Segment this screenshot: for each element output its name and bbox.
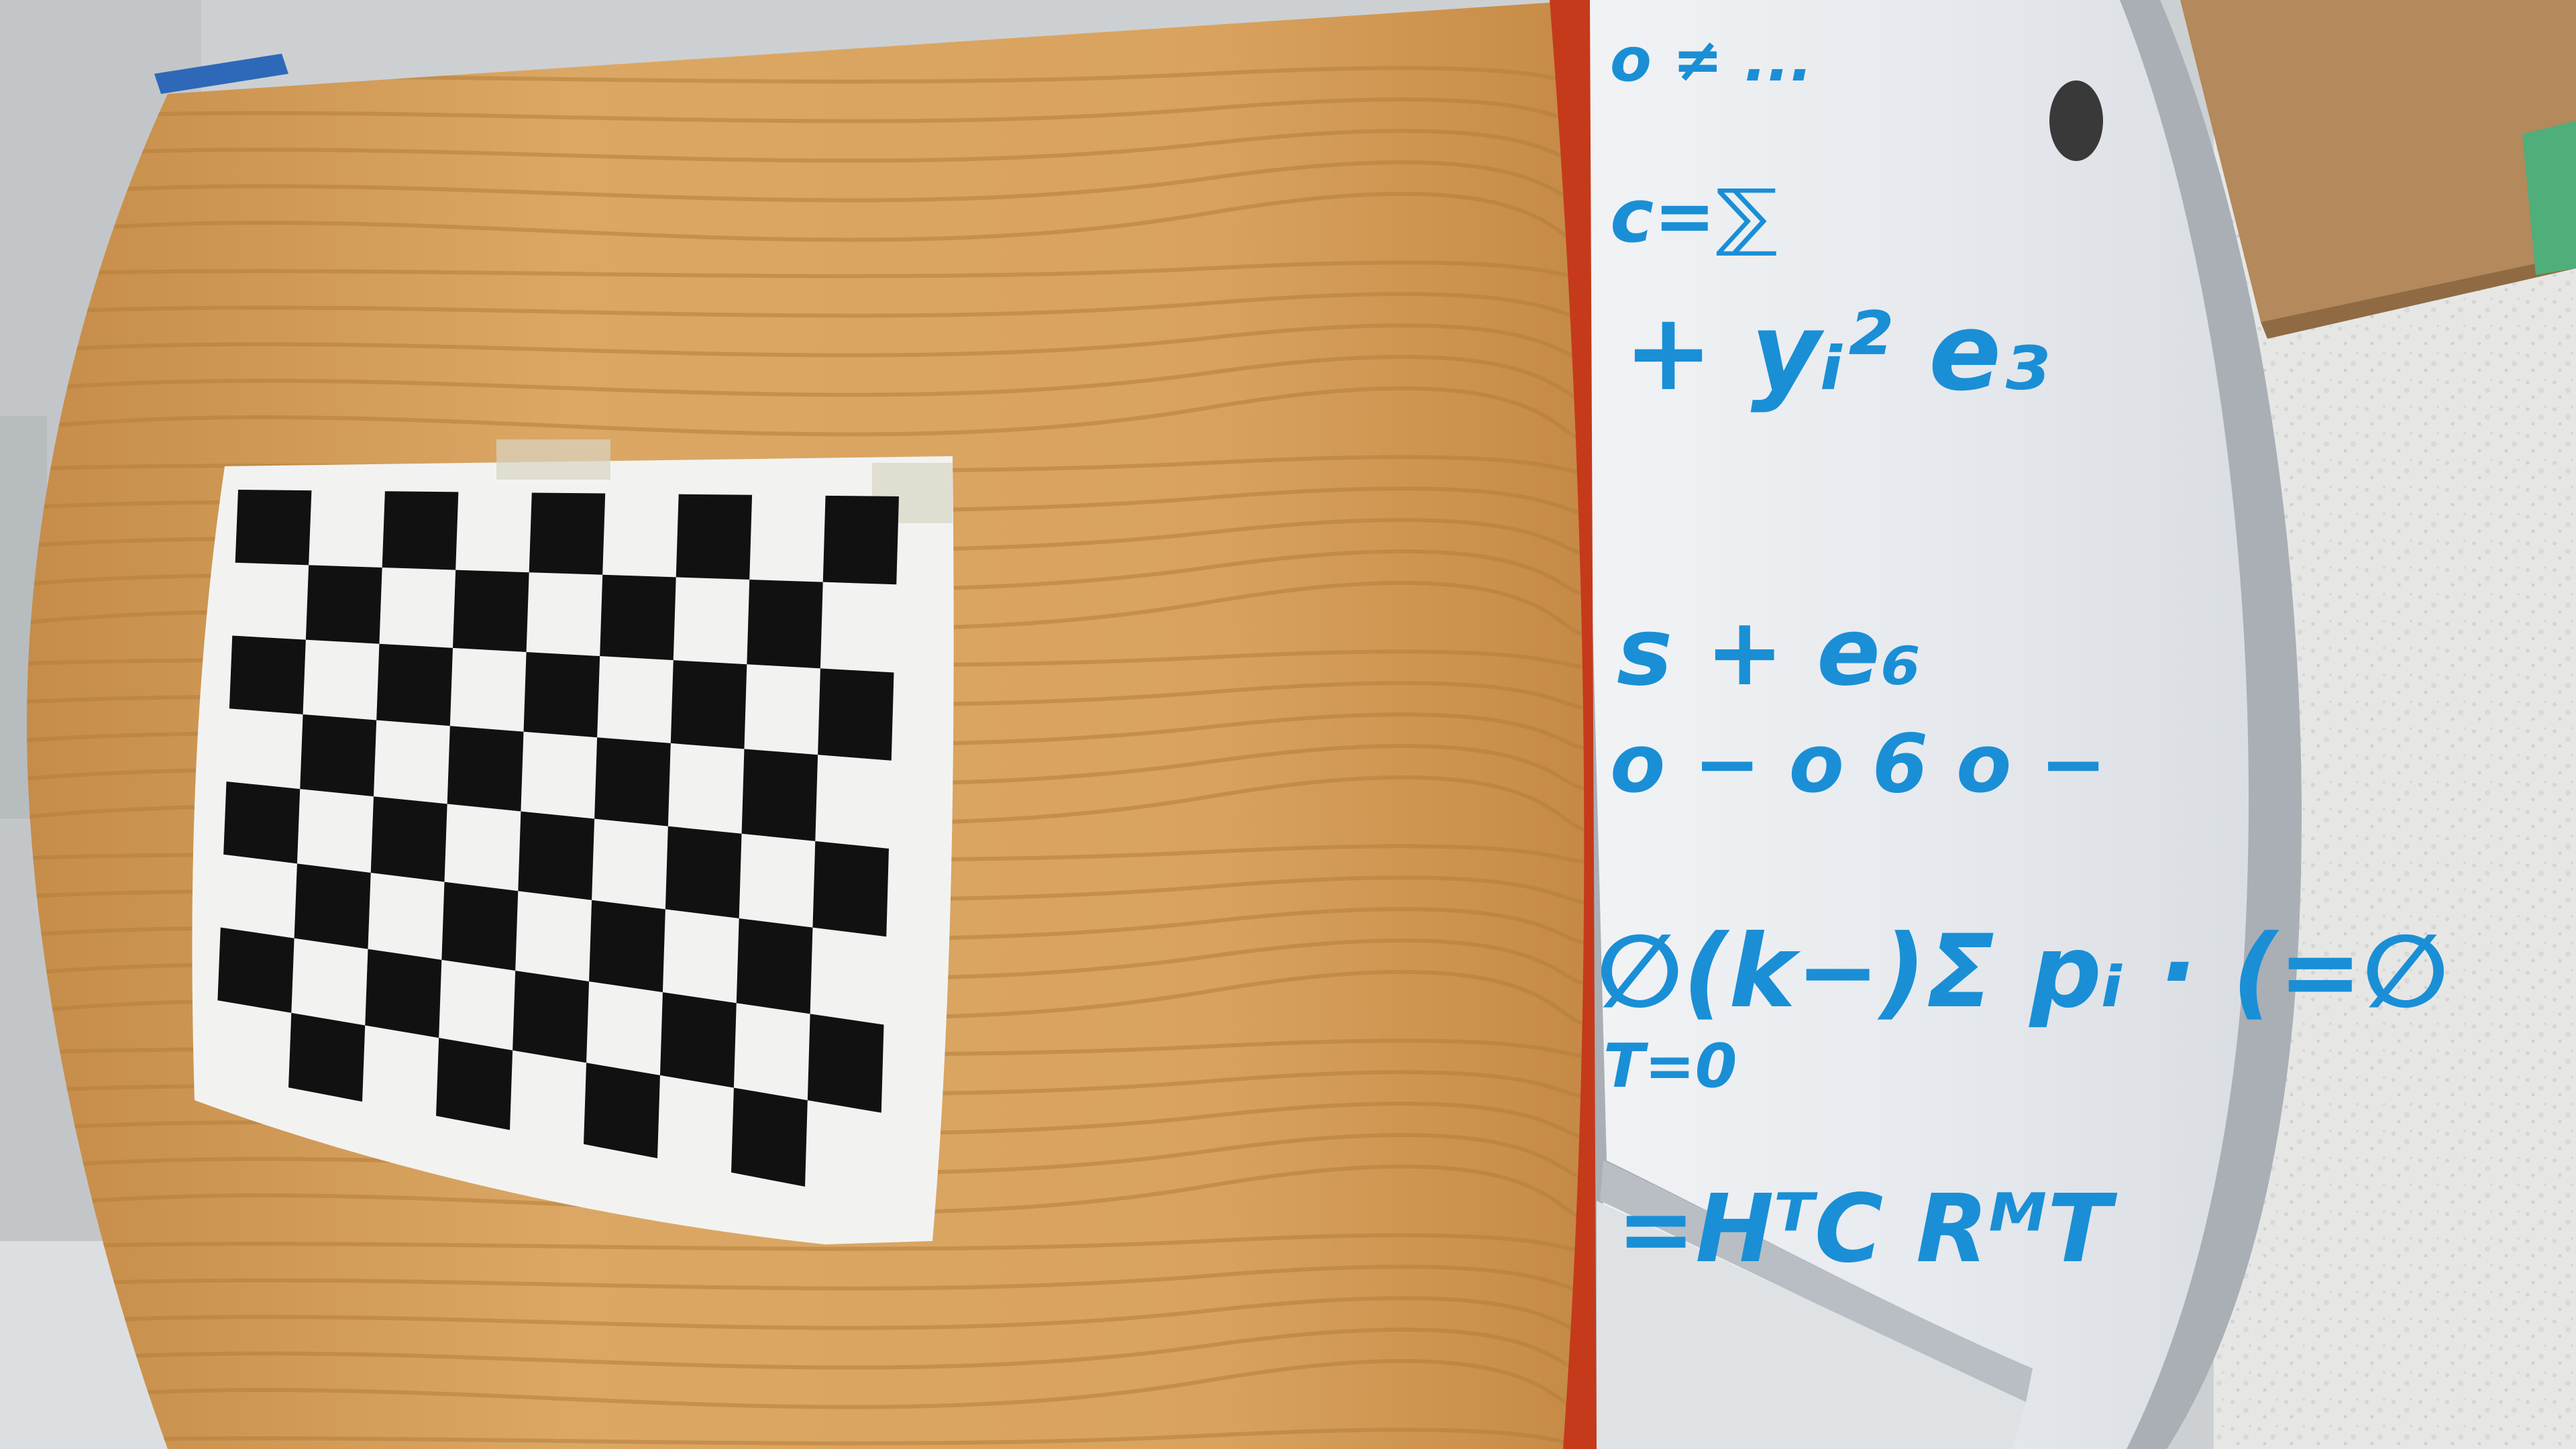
checker-square (441, 882, 518, 971)
checker-square (523, 652, 600, 737)
checker-square (747, 580, 822, 668)
checker-square (671, 660, 747, 749)
checker-square (513, 971, 589, 1063)
checker-square (300, 714, 376, 796)
checker-square (223, 782, 300, 863)
whiteboard-formula-line: ∅(k−)Σ pᵢ · (=∅ (1597, 914, 2449, 1030)
whiteboard-formula-line: o ≠ ... (1610, 25, 1813, 95)
whiteboard-formula-line: o − o 6 o − (1610, 718, 2107, 811)
whiteboard-formula-line: c=⅀ (1610, 173, 1778, 259)
checker-square (742, 749, 818, 841)
eraser-smudge (2049, 80, 2103, 161)
checker-square (306, 565, 382, 643)
tape-piece (496, 439, 610, 480)
whiteboard-formula-line: T=0 (1603, 1031, 1737, 1102)
checker-square (217, 928, 294, 1013)
whiteboard-formula-line: s + e₆ (1617, 598, 1922, 707)
checker-square (288, 1013, 365, 1102)
checker-square (294, 863, 371, 949)
checker-square (235, 490, 312, 565)
checker-square (665, 826, 742, 918)
checker-square (529, 492, 606, 574)
checker-square (589, 900, 665, 992)
checker-square (436, 1038, 513, 1130)
checker-square (229, 636, 306, 714)
checker-square (447, 726, 524, 811)
checker-square (731, 1088, 808, 1187)
checker-square (660, 992, 737, 1087)
whiteboard-formula-line: + yᵢ² e₃ (1623, 289, 2049, 415)
checker-square (818, 668, 894, 760)
checker-square (453, 570, 529, 652)
checker-square (600, 575, 676, 660)
checker-square (594, 737, 671, 826)
checker-square (518, 811, 594, 900)
checker-square (365, 949, 441, 1038)
checker-square (371, 796, 447, 881)
whiteboard-formula-line: =HᵀC RᴹT (1617, 1175, 2112, 1284)
checker-square (808, 1014, 884, 1112)
checker-square (584, 1063, 660, 1158)
checker-square (823, 496, 899, 584)
checker-square (812, 841, 889, 936)
checker-square (737, 918, 813, 1014)
checker-square (382, 491, 459, 570)
checker-square (676, 494, 752, 580)
checker-square (376, 644, 453, 726)
